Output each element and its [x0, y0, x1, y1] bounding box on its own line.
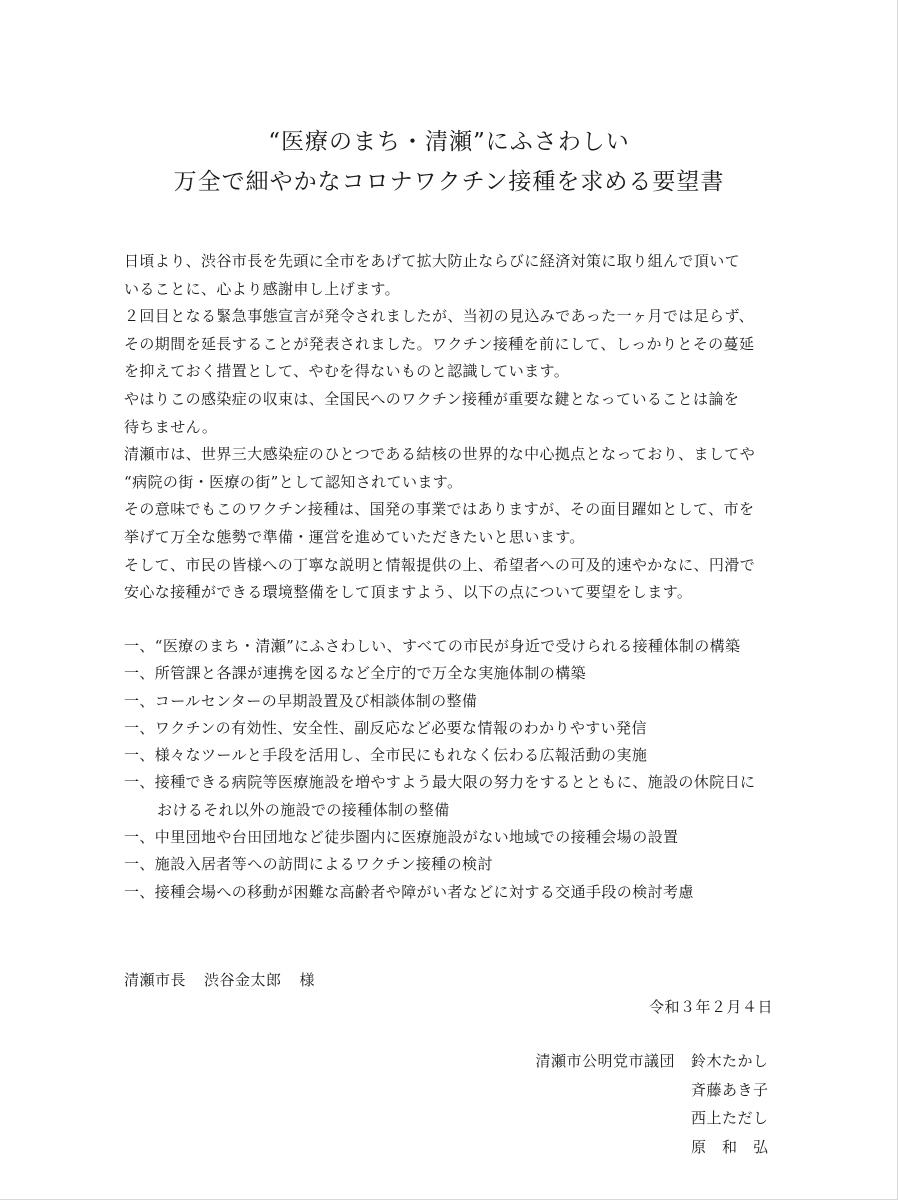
body-paragraphs — [124, 248, 784, 607]
body-line: いることに、心より感謝申し上げます。 — [124, 279, 401, 298]
request-item: 一、接種できる病院等医療施設を増やすよう最大限の努力をするとともに、施設の休院日に — [124, 773, 756, 792]
recipient-name: 渋谷金太郎 — [204, 971, 282, 989]
request-item: 一、施設入居者等への訪問によるワクチン接種の検討 — [124, 855, 493, 874]
body-line: その期間を延長することが発表されました。ワクチン接種を前にして、しっかりとその蔓延 — [124, 334, 755, 353]
request-item: 一、コールセンターの早期設置及び相談体制の整備 — [124, 691, 478, 710]
body-line: 清瀬市は、世界三大感染症のひとつである結核の世界的な中心拠点となっており、ましてや — [124, 445, 756, 464]
request-item: 一、接種会場への移動が困難な高齢者や障がい者などに対する交通手段の検討考慮 — [124, 882, 694, 901]
body-line: 挙げて万全な態勢で準備・運営を進めていただきたいと思います。 — [124, 527, 585, 546]
recipient-line — [124, 967, 315, 994]
body-line: “病院の街・医療の街”として認知されています。 — [124, 472, 463, 491]
body-line: やはりこの感染症の収束は、全国民へのワクチン接種が重要な鍵となっていることは論を — [124, 389, 740, 408]
request-list — [124, 633, 784, 906]
signer-name: 斉藤あき子 — [691, 1080, 769, 1099]
signer-organization: 清瀬市公明党市議団 — [535, 1052, 675, 1070]
request-item: 一、中里団地や台田団地など徒歩圏内に医療施設がない地域での接種会場の設置 — [124, 828, 679, 847]
body-line: その意味でもこのワクチン接種は、国発の事業ではありますが、その面目躍如として、市を — [124, 500, 755, 519]
body-line: 安心な接種ができる環境整備をして頂ますよう、以下の点について要望をします。 — [124, 583, 693, 602]
request-item-continuation: おけるそれ以外の施設での接種体制の整備 — [157, 800, 450, 819]
signer-name: 原 和 弘 — [691, 1137, 769, 1156]
signer-name: 鈴木たかし — [691, 1052, 769, 1070]
request-item: 一、様々なツールと手段を活用し、全市民にもれなく伝わる広報活動の実施 — [124, 746, 648, 765]
request-item: 一、“医療のまち・清瀬”にふさわしい、すべての市民が身近で受けられる接種体制の構築 — [124, 637, 741, 655]
recipient-title: 清瀬市長 — [124, 971, 187, 989]
signer-name: 西上ただし — [691, 1109, 769, 1127]
body-line: 日頃より、渋谷市長を先頭に全市をあげて拡大防止ならびに経済対策に取り組んで頂いて — [124, 252, 741, 270]
body-line: そして、市民の皆様への丁寧な説明と情報提供の上、希望者への可及的速やかなに、円滑で — [124, 555, 756, 574]
body-line: 待ちません。 — [124, 417, 218, 436]
document-date: 令和３年２月４日 — [648, 998, 773, 1016]
document-title-line-1: “医療のまち・清瀬”にふさわしい — [268, 129, 630, 155]
body-line: を抑えておく措置として、やむを得ないものと認識しています。 — [124, 362, 570, 381]
request-item: 一、所管課と各課が連携を図るなど全庁的で万全な実施体制の構築 — [124, 664, 587, 683]
signers-block — [535, 1047, 773, 1161]
body-line: ２回目となる緊急事態宣言が発令されましたが、当初の見込みであった一ヶ月では足らず、 — [124, 307, 755, 326]
recipient-honorific: 様 — [299, 971, 316, 989]
document-title-line-2: 万全で細やかなコロナワクチン接種を求める要望書 — [173, 169, 725, 195]
request-item: 一、ワクチンの有効性、安全性、副反応など必要な情報のわかりやすい発信 — [124, 718, 647, 737]
